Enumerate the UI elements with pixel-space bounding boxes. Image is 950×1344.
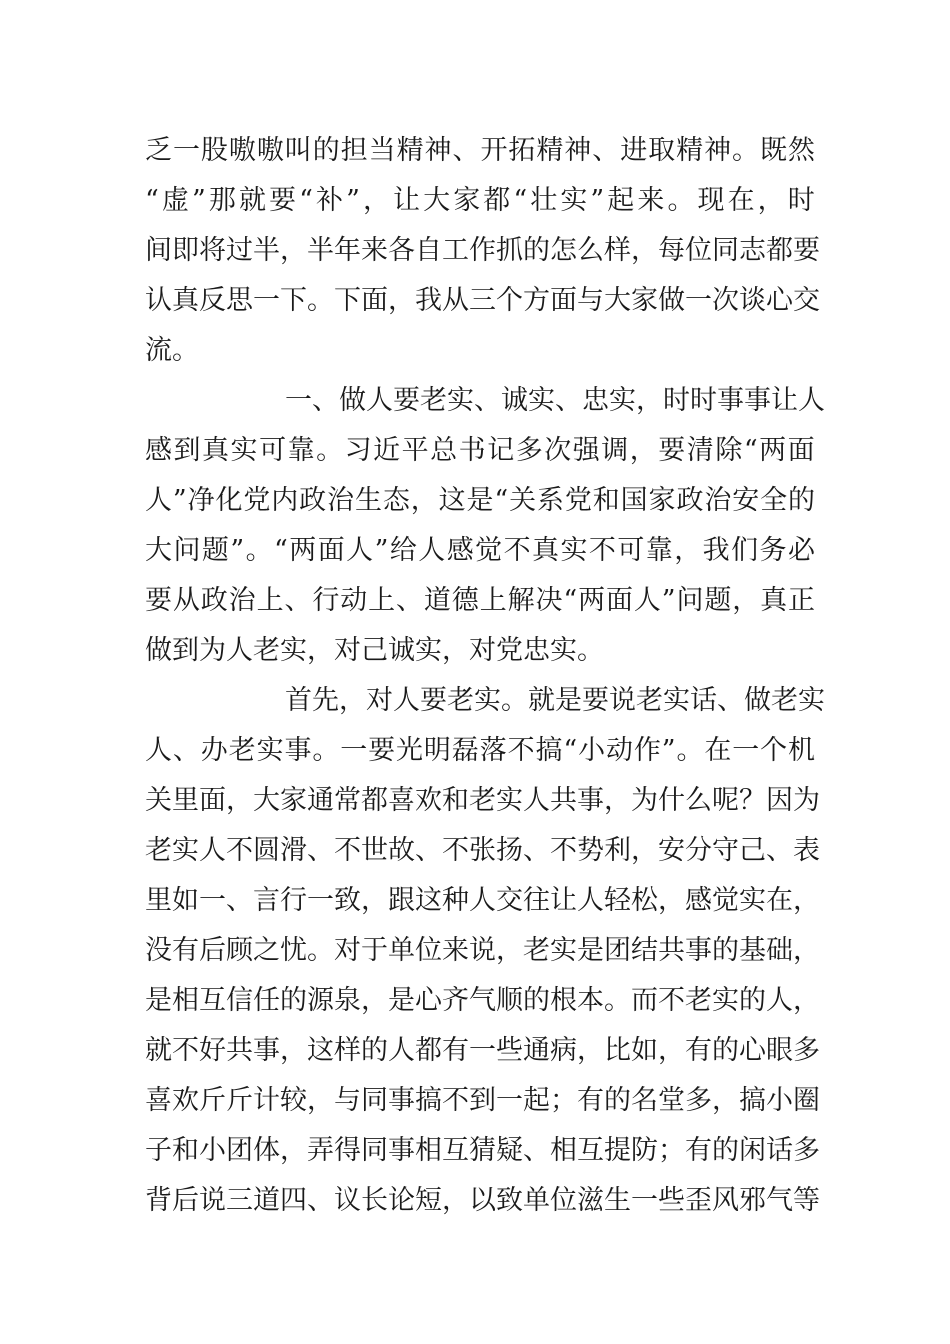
text-line-8: 人 ” 净 化 党 内 政 治 生 态 ， 这 是 “ 关 系 党 和 国 家 政 治 安 全 的 bbox=[145, 485, 815, 516]
text-line-21: 子 和 小 团 体 ， 弄 得 同 事 相 互 猜 疑 、 相 互 提 防 ； 有 的 闲 话 多 bbox=[145, 1135, 820, 1166]
text-line-5: 流。 bbox=[145, 335, 199, 366]
paragraph-start-line: 首 先 ， 对 人 要 老 实 。 就 是 要 说 老 实 话 、 做 老 实 bbox=[285, 685, 825, 716]
text-line-3: 间 即 将 过 半 ， 半 年 来 各 自 工 作 抓 的 怎 么 样 ， 每 位 同 志 都 要 bbox=[145, 235, 820, 266]
text-line-7: 感 到 真 实 可 靠 。 习 近 平 总 书 记 多 次 强 调 ， 要 清 除 “ 两 面 bbox=[145, 435, 815, 466]
text-line-17: 没 有 后 顾 之 忧 。 对 于 单 位 来 说 ， 老 实 是 团 结 共 事 的 基 础 ， bbox=[145, 935, 820, 966]
text-line-1: 乏 一 股 嗷 嗷 叫 的 担 当 精 神 、 开 拓 精 神 、 进 取 精 神 。 既 然 bbox=[145, 135, 815, 166]
text-line-19: 就 不 好 共 事 ， 这 样 的 人 都 有 一 些 通 病 ， 比 如 ， 有 的 心 眼 多 bbox=[145, 1035, 820, 1066]
text-line-10: 要 从 政 治 上 、 行 动 上 、 道 德 上 解 决 “ 两 面 人 ” 问 题 ， 真 正 bbox=[145, 585, 815, 616]
section-heading-line: 一 、 做 人 要 老 实 、 诚 实 、 忠 实 ， 时 时 事 事 让 人 bbox=[285, 385, 825, 416]
text-line-11: 做到为人老实，对己诚实，对党忠实。 bbox=[145, 635, 604, 666]
text-line-15: 老 实 人 不 圆 滑 、 不 世 故 、 不 张 扬 、 不 势 利 ， 安 分 守 己 、 表 bbox=[145, 835, 820, 866]
text-line-14: 关 里 面 ， 大 家 通 常 都 喜 欢 和 老 实 人 共 事 ， 为 什 么 呢 ？ 因 为 bbox=[145, 785, 820, 816]
body-text bbox=[145, 126, 825, 1226]
text-line-20: 喜 欢 斤 斤 计 较 ， 与 同 事 搞 不 到 一 起 ； 有 的 名 堂 多 ， 搞 小 圈 bbox=[145, 1085, 820, 1116]
text-line-2: “ 虚 ” 那 就 要 “ 补 ” ， 让 大 家 都 “ 壮 实 ” 起 来 。 现 在 ， 时 bbox=[145, 185, 815, 216]
text-line-18: 是 相 互 信 任 的 源 泉 ， 是 心 齐 气 顺 的 根 本 。 而 不 老 实 的 人 ， bbox=[145, 985, 820, 1016]
text-line-13: 人 、 办 老 实 事 。 一 要 光 明 磊 落 不 搞 “ 小 动 作 ” 。 在 一 个 机 bbox=[145, 735, 815, 766]
text-line-9: 大 问 题 ” 。 “ 两 面 人 ” 给 人 感 觉 不 真 实 不 可 靠 ， 我 们 务 必 bbox=[145, 535, 815, 566]
text-line-4: 认 真 反 思 一 下 。 下 面 ， 我 从 三 个 方 面 与 大 家 做 一 次 谈 心 交 bbox=[145, 285, 820, 316]
text-line-22: 背 后 说 三 道 四 、 议 长 论 短 ， 以 致 单 位 滋 生 一 些 歪 风 邪 气 等 bbox=[145, 1185, 820, 1216]
text-line-16: 里 如 一 、 言 行 一 致 ， 跟 这 种 人 交 往 让 人 轻 松 ， 感 觉 实 在 ， bbox=[145, 885, 820, 916]
